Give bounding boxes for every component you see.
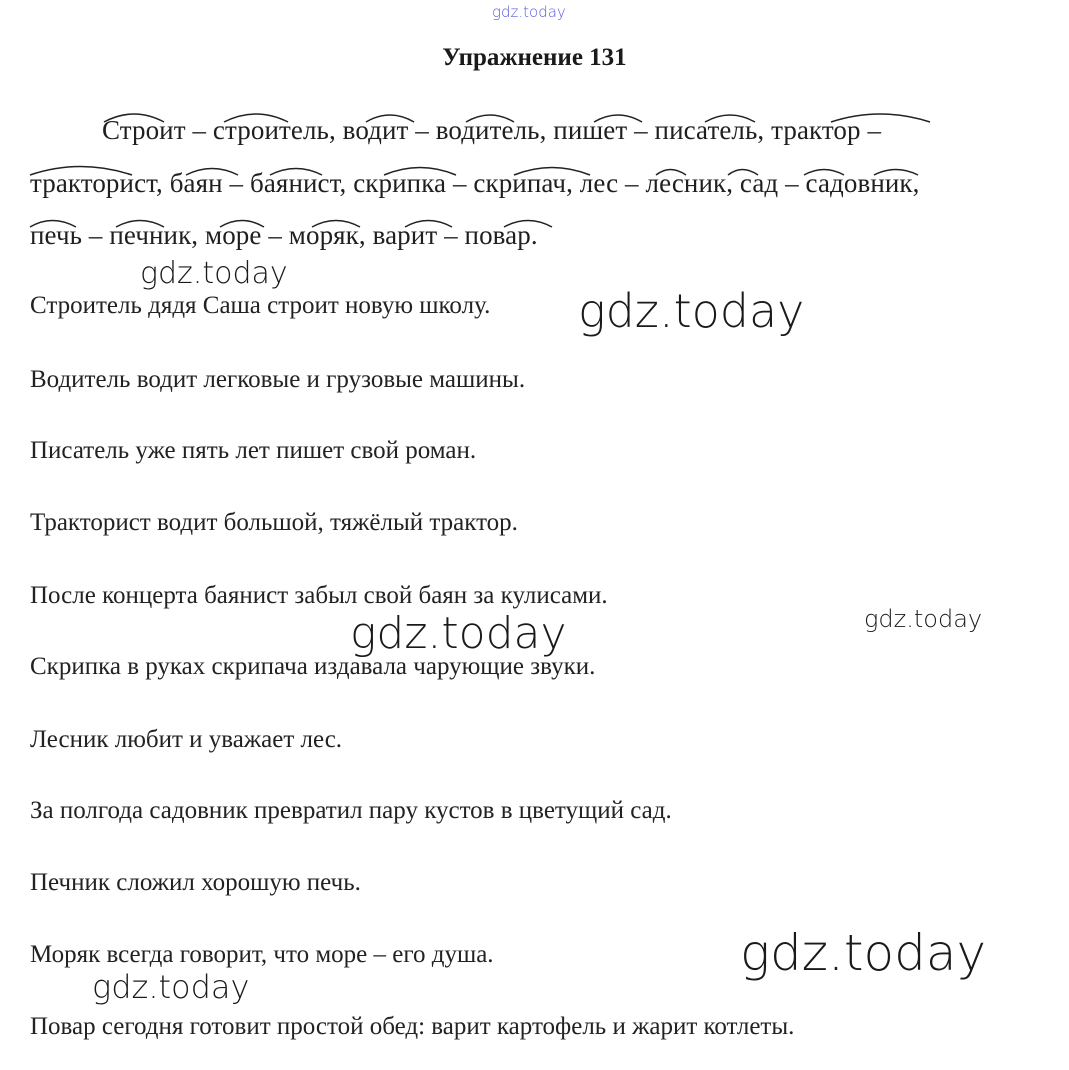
- exercise-title: Упражнение 131: [442, 44, 627, 71]
- sentence-1: Строитель дядя Саша строит новую школу.: [30, 292, 491, 319]
- watermark: gdz.today: [740, 924, 987, 982]
- sentence-11: Повар сегодня готовит простой обед: варит картофель и жарит котлеты.: [30, 1013, 795, 1040]
- sentence-7: Лесник любит и уважает лес.: [30, 726, 343, 753]
- sentence-3: Писатель уже пять лет пишет свой роман.: [30, 437, 477, 464]
- watermark: gdz.today: [140, 256, 288, 291]
- word-line-3: печь – печник, море – моряк, варит – повар.: [30, 220, 538, 250]
- sentence-10: Моряк всегда говорит, что море – его душа.: [30, 941, 494, 968]
- watermark: gdz.today: [92, 968, 250, 1006]
- watermark: gdz.today: [578, 284, 805, 338]
- word-line-1: Строит – строитель, водит – водитель, пишет – писатель, трактор –: [102, 115, 882, 145]
- watermark: gdz.today: [864, 605, 983, 633]
- watermark: gdz.today: [350, 608, 567, 659]
- sentence-9: Печник сложил хорошую печь.: [30, 869, 361, 896]
- word-line-2: тракторист, баян – баянист, скрипка – скрипач, лес – лесник, сад – садовник,: [30, 168, 920, 198]
- sentence-8: За полгода садовник превратил пару кустов в цветущий сад.: [30, 797, 672, 824]
- sentence-2: Водитель водит легковые и грузовые машины.: [30, 366, 526, 393]
- sentence-4: Тракторист водит большой, тяжёлый трактор.: [30, 509, 518, 536]
- sentence-5: После концерта баянист забыл свой баян за кулисами.: [30, 582, 608, 609]
- watermark-top: gdz.today: [492, 3, 566, 21]
- sentence-6: Скрипка в руках скрипача издавала чарующие звуки.: [30, 653, 596, 680]
